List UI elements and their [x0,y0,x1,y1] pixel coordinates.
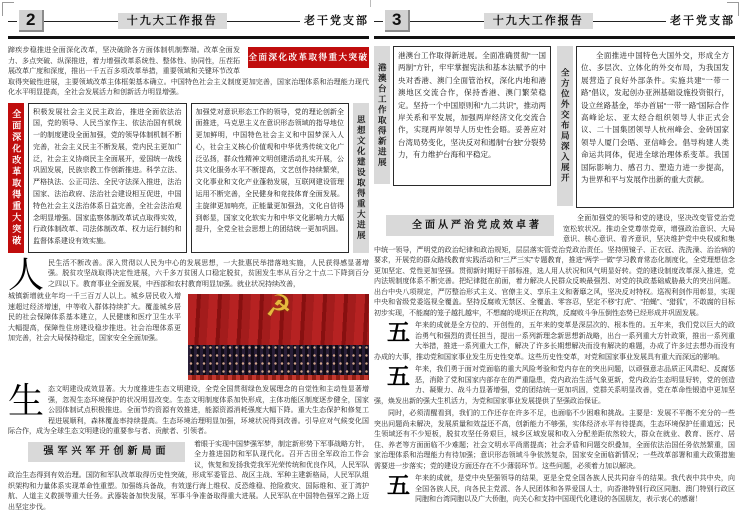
diplomacy-box [576,46,734,208]
dropcap-sheng: 生 [8,381,45,422]
page-number: 3 [385,10,410,32]
stage-flowers [188,375,369,380]
hmt-box [393,46,551,186]
header-dash [374,21,383,22]
hmt-vertical-banner: 港澳台工作取得新进展 [374,46,390,184]
header-dash [8,21,17,22]
reform-text: 蹄疾步稳推进全面深化改革，坚决破除各方面体制机制弊端。改革全面发力、多点突破、纵深推进，着力增强改革系统性、整体性、协同性，压茬拓展改革广度和深度，推出一千五百多项改革举措，重要领域和关键环节改革取得突破性进展，主要领域改革主体框架基本确立。中国特色社会主义制度更加完善，国家治理体系和治理能力现代化水平明显提高，全社会发展活力和创新活力明显增强。 [8,47,369,96]
party-emblem-icon: ☭ [265,294,292,323]
five-years-text-3: 年来的成就，是党中央坚强领导的结果，更是全党全国各族人民共同奋斗的结果。我代表中共中央，向全国各族人民，向各民主党派、各人民团体和各界爱国人士，向香港特别行政区同胞、澳门特别行政区同胞和台湾同胞以及广大侨胞，向关心和支持中国现代化建设的各国朋友，表示衷心的感谢！ [415,475,735,503]
header-line [227,21,300,22]
people-paragraph-tail [8,292,369,383]
five-years-paragraph-3 [374,474,735,506]
five-years-text-2: 年来，我们勇于面对党面临的重大风险考验和党内存在的突出问题，以顽强意志品质正风肃纪、反腐惩恶，消除了党和国家内部存在的严重隐患，党内政治生活气象更新，党内政治生态明显好转，党的创造力、凝聚力、战斗力显著增强，党的团结统一更加巩固，党群关系明显改善，党在革命性锻造中更加坚强，焕发出新的强大生机活力，为党和国家事业发展提供了坚强政治保证。 [374,366,735,405]
democracy-text: 积极发展社会主义民主政治，推进全面依法治国，党的领导、人民当家作主、依法治国有机统一的制度建设全面加强，党的领导体制机制不断完善，社会主义民主不断发展，党内民主更加广泛，社会主义协商民主全面展开，爱国统一战线巩固发展，民族宗教工作创新推进。科学立法、严格执法、公正司法、全民守法深入推进，法治国家、法治政府、法治社会建设相互促进，中国特色社会主义法治体系日益完善，全社会法治观念明显增强。国家监察体制改革试点取得实效，行政体制改革、司法体制改革、权力运行制约和监督体系建设有效实施。 [33,108,182,246]
top-boxes-row [374,46,735,208]
boxed-section [8,103,369,253]
army-text: 着眼于实现中国梦强军梦，制定新形势下军事战略方针，全力推进国防和军队现代化。召开古田全军政治工作会议，恢复和发扬我党我军光荣传统和优良作风，人民军队政治生态得到有效治理。国防和军队改革取得历史性突破，形成军委管总、战区主战、军种主建新格局，人民军队组织架构和力量体系实现革命性重塑。加强练兵备战，有效遂行海上维权、反恐维稳、抢险救灾、国际维和、亚丁湾护航、人道主义救援等重大任务。武器装备加快发展，军事斗争准备取得重大进展。人民军队在中国特色强军之路上迈出坚定步伐。 [8,440,369,511]
five-years-paragraph-1 [374,321,735,363]
five-years-paragraph-2 [374,365,735,407]
page-2-header [8,8,369,34]
header-rule [374,36,735,39]
ecology-text: 态文明建设成效显著。大力度推进生态文明建设，全党全国贯彻绿色发展理念的自觉性和主动性显著增强，忽视生态环境保护的状况明显改变。生态文明制度体系加快形成，主体功能区制度逐步健全，国家公园体制试点积极推进。全面节约资源有效推进，能源资源消耗强度大幅下降。重大生态保护和修复工程进展顺利，森林覆盖率持续提高。生态环境治理明显加强，环境状况得到改善。引导应对气候变化国际合作，成为全球生态文明建设的重要参与者、贡献者、引领者。 [8,386,369,435]
party-discipline-banner: 全面从严治党成效卓著 [386,215,554,236]
branch-name: 老干党支部 [670,14,735,27]
delegates-crowd [188,345,369,376]
culture-text: 加强党对意识形态工作的领导，党的理论创新全面推进，马克思主义在意识形态领域的指导地位更加鲜明，中国特色社会主义和中国梦深入人心，社会主义核心价值观和中华优秀传统文化广泛弘扬，群众性精神文明创建活动扎实开展，公共文化服务水平不断提高，文艺创作持续繁荣，文化事业和文化产业蓬勃发展，互联网建设管理运用不断完善，全民健身和竞技体育全面发展。主旋律更加响亮，正能量更加强劲，文化自信得到彰显，国家文化软实力和中华文化影响力大幅提升，全党全社会思想上的团结统一更加巩固。 [195,108,344,234]
header-line [44,21,117,22]
page-3 [374,6,735,512]
header-line [593,21,666,22]
army-banner: 强军兴军开创新局面 [28,442,185,462]
fold-mark [370,0,371,7]
dropcap-wu: 五 [387,472,410,499]
democracy-box [28,103,187,253]
header-line [410,21,483,22]
page-3-header [374,8,735,34]
ecology-paragraph [8,381,369,438]
party-discipline-paragraph [374,214,735,319]
people-text-b: 城镇新增就业年均一千三百万人以上。城乡居民收入增速超过经济增速，中等收入群体持续扩大。覆盖城乡居民的社会保障体系基本建立，人民健康和医疗卫生水平大幅提高，保障性住房建设稳步推进。社会治理体系更加完善，社会大局保持稳定，国家安全全面加强。 [8,293,181,342]
hmt-column [374,46,551,208]
diplomacy-column [557,46,734,208]
culture-vertical-banner: 思想文化建设取得重大进展 [353,103,369,253]
reform-vertical-banner: 全面深化改革取得重大突破 [8,103,24,253]
culture-box [191,103,350,253]
dropcap-wu: 五 [387,363,410,390]
people-text-a: 民生活不断改善。深入贯彻以人民为中心的发展思想，一大批惠民举措落地实施，人民获得感显著增强。脱贫攻坚战取得决定性进展，六千多万贫困人口稳定脱贫，贫困发生率从百分之十点二下降到百分之四以下。教育事业全面发展，中西部和农村教育明显加强。就业状况持续改善， [48,259,369,288]
hmt-text: 港澳台工作取得新进展。全面准确贯彻“一国两制”方针，牢牢掌握宪法和基本法赋予的中央对香港、澳门全面管治权，深化内地和港澳地区交流合作，保持香港、澳门繁荣稳定。坚持一个中国原则和“九二共识”，推动两岸关系和平发展，加强两岸经济文化交流合作，实现两岸领导人历史性会晤。妥善应对台湾局势变化，坚决反对和遏制“台独”分裂势力，有力维护台海和平稳定。 [398,51,546,160]
diplomacy-text: 全面推进中国特色大国外交，形成全方位、多层次、立体化的外交布局，为我国发展营造了良好外部条件。实施共建“一带一路”倡议，发起创办亚洲基础设施投资银行，设立丝路基金，举办首届“一带一路”国际合作高峰论坛、亚太经合组织领导人非正式会议、二十国集团领导人杭州峰会、金砖国家领导人厦门会晤、亚信峰会。倡导构建人类命运共同体，促进全球治理体系变革。我国国际影响力、感召力、塑造力进一步提高，为世界和平与发展作出新的重大贡献。 [581,51,729,185]
congress-photo [188,294,369,380]
diplomacy-vertical-banner: 全方位外交布局深入展开 [557,46,573,206]
branch-name: 老干党支部 [304,14,369,27]
page-number: 2 [19,10,44,32]
header-rule [8,36,369,39]
report-title: 十九大工作报告 [484,13,593,30]
challenges-text: 同时，必须清醒看到，我们的工作还存在许多不足，也面临不少困难和挑战。主要是：发展不平衡不充分的一些突出问题尚未解决，发展质量和效益还不高，创新能力不够强，实体经济水平有待提高，生态环境保护任重道远；民生领域还有不少短板，脱贫攻坚任务艰巨，城乡区域发展和收入分配差距依然较大，群众在就业、教育、医疗、居住、养老等方面面临不少难题；社会文明水平尚需提高；社会矛盾和问题交织叠加，全面依法治国任务依然繁重，国家治理体系和治理能力有待加强；意识形态领域斗争依然复杂，国家安全面临新情况；一些改革部署和重大政策措施需要进一步落实；党的建设方面还存在不少薄弱环节。这些问题，必须着力加以解决。 [374,410,735,470]
party-discipline-text: 全面加强党的领导和党的建设，坚决改变管党治党宽松软状况。推动全党尊崇党章，增强政治意识、大局意识、核心意识、看齐意识，坚决维护党中央权威和集中统一领导，严明党的政治纪律和政治规矩，层层落实管党治党政治责任。坚持照镜子、正衣冠、洗洗澡、治治病的要求，开展党的群众路线教育实践活动和“三严三实”专题教育，推进“两学一做”学习教育常态化制度化，全党理想信念更加坚定、党性更加坚强。贯彻新时期好干部标准，选人用人状况和风气明显好转。党的建设制度改革深入推进，党内法规制度体系不断完善。把纪律挺在前面，着力解决人民群众反映最强烈、对党的执政基础威胁最大的突出问题。出台中央八项规定，严厉整治形式主义、官僚主义、享乐主义和奢靡之风，坚决反对特权。巡视利剑作用彰显，实现中央和省级党委巡视全覆盖。坚持反腐败无禁区、全覆盖、零容忍，坚定不移“打虎”、“拍蝇”、“猎狐”，不敢腐的目标初步实现，不能腐的笼子越扎越牢，不想腐的堤坝正在构筑，反腐败斗争压倒性态势已经形成并巩固发展。 [374,215,735,317]
reform-paragraph [8,46,369,99]
dropcap-ren: 人 [8,254,45,296]
army-paragraph [8,440,369,513]
dropcap-wu: 五 [387,319,410,346]
people-paragraph-lead [8,254,369,296]
page-2 [8,6,369,512]
report-title: 十九大工作报告 [118,13,227,30]
five-years-text-1: 年来的成就是全方位的、开创性的，五年来的变革是深层次的、根本性的。五年来，我们党以巨大的政治勇气和强烈的责任担当，提出一系列新理念新思想新战略，出台一系列重大方针政策，推出一系列重大举措，推进一系列重大工作，解决了许多长期想解决而没有解决的难题，办成了许多过去想办而没有办成的大事，推动党和国家事业发生历史性变革。这些历史性变革，对党和国家事业发展具有重大而深远的影响。 [374,322,735,361]
reform-banner: 全面深化改革取得重大突破 [248,47,369,68]
challenges-paragraph [374,409,735,472]
